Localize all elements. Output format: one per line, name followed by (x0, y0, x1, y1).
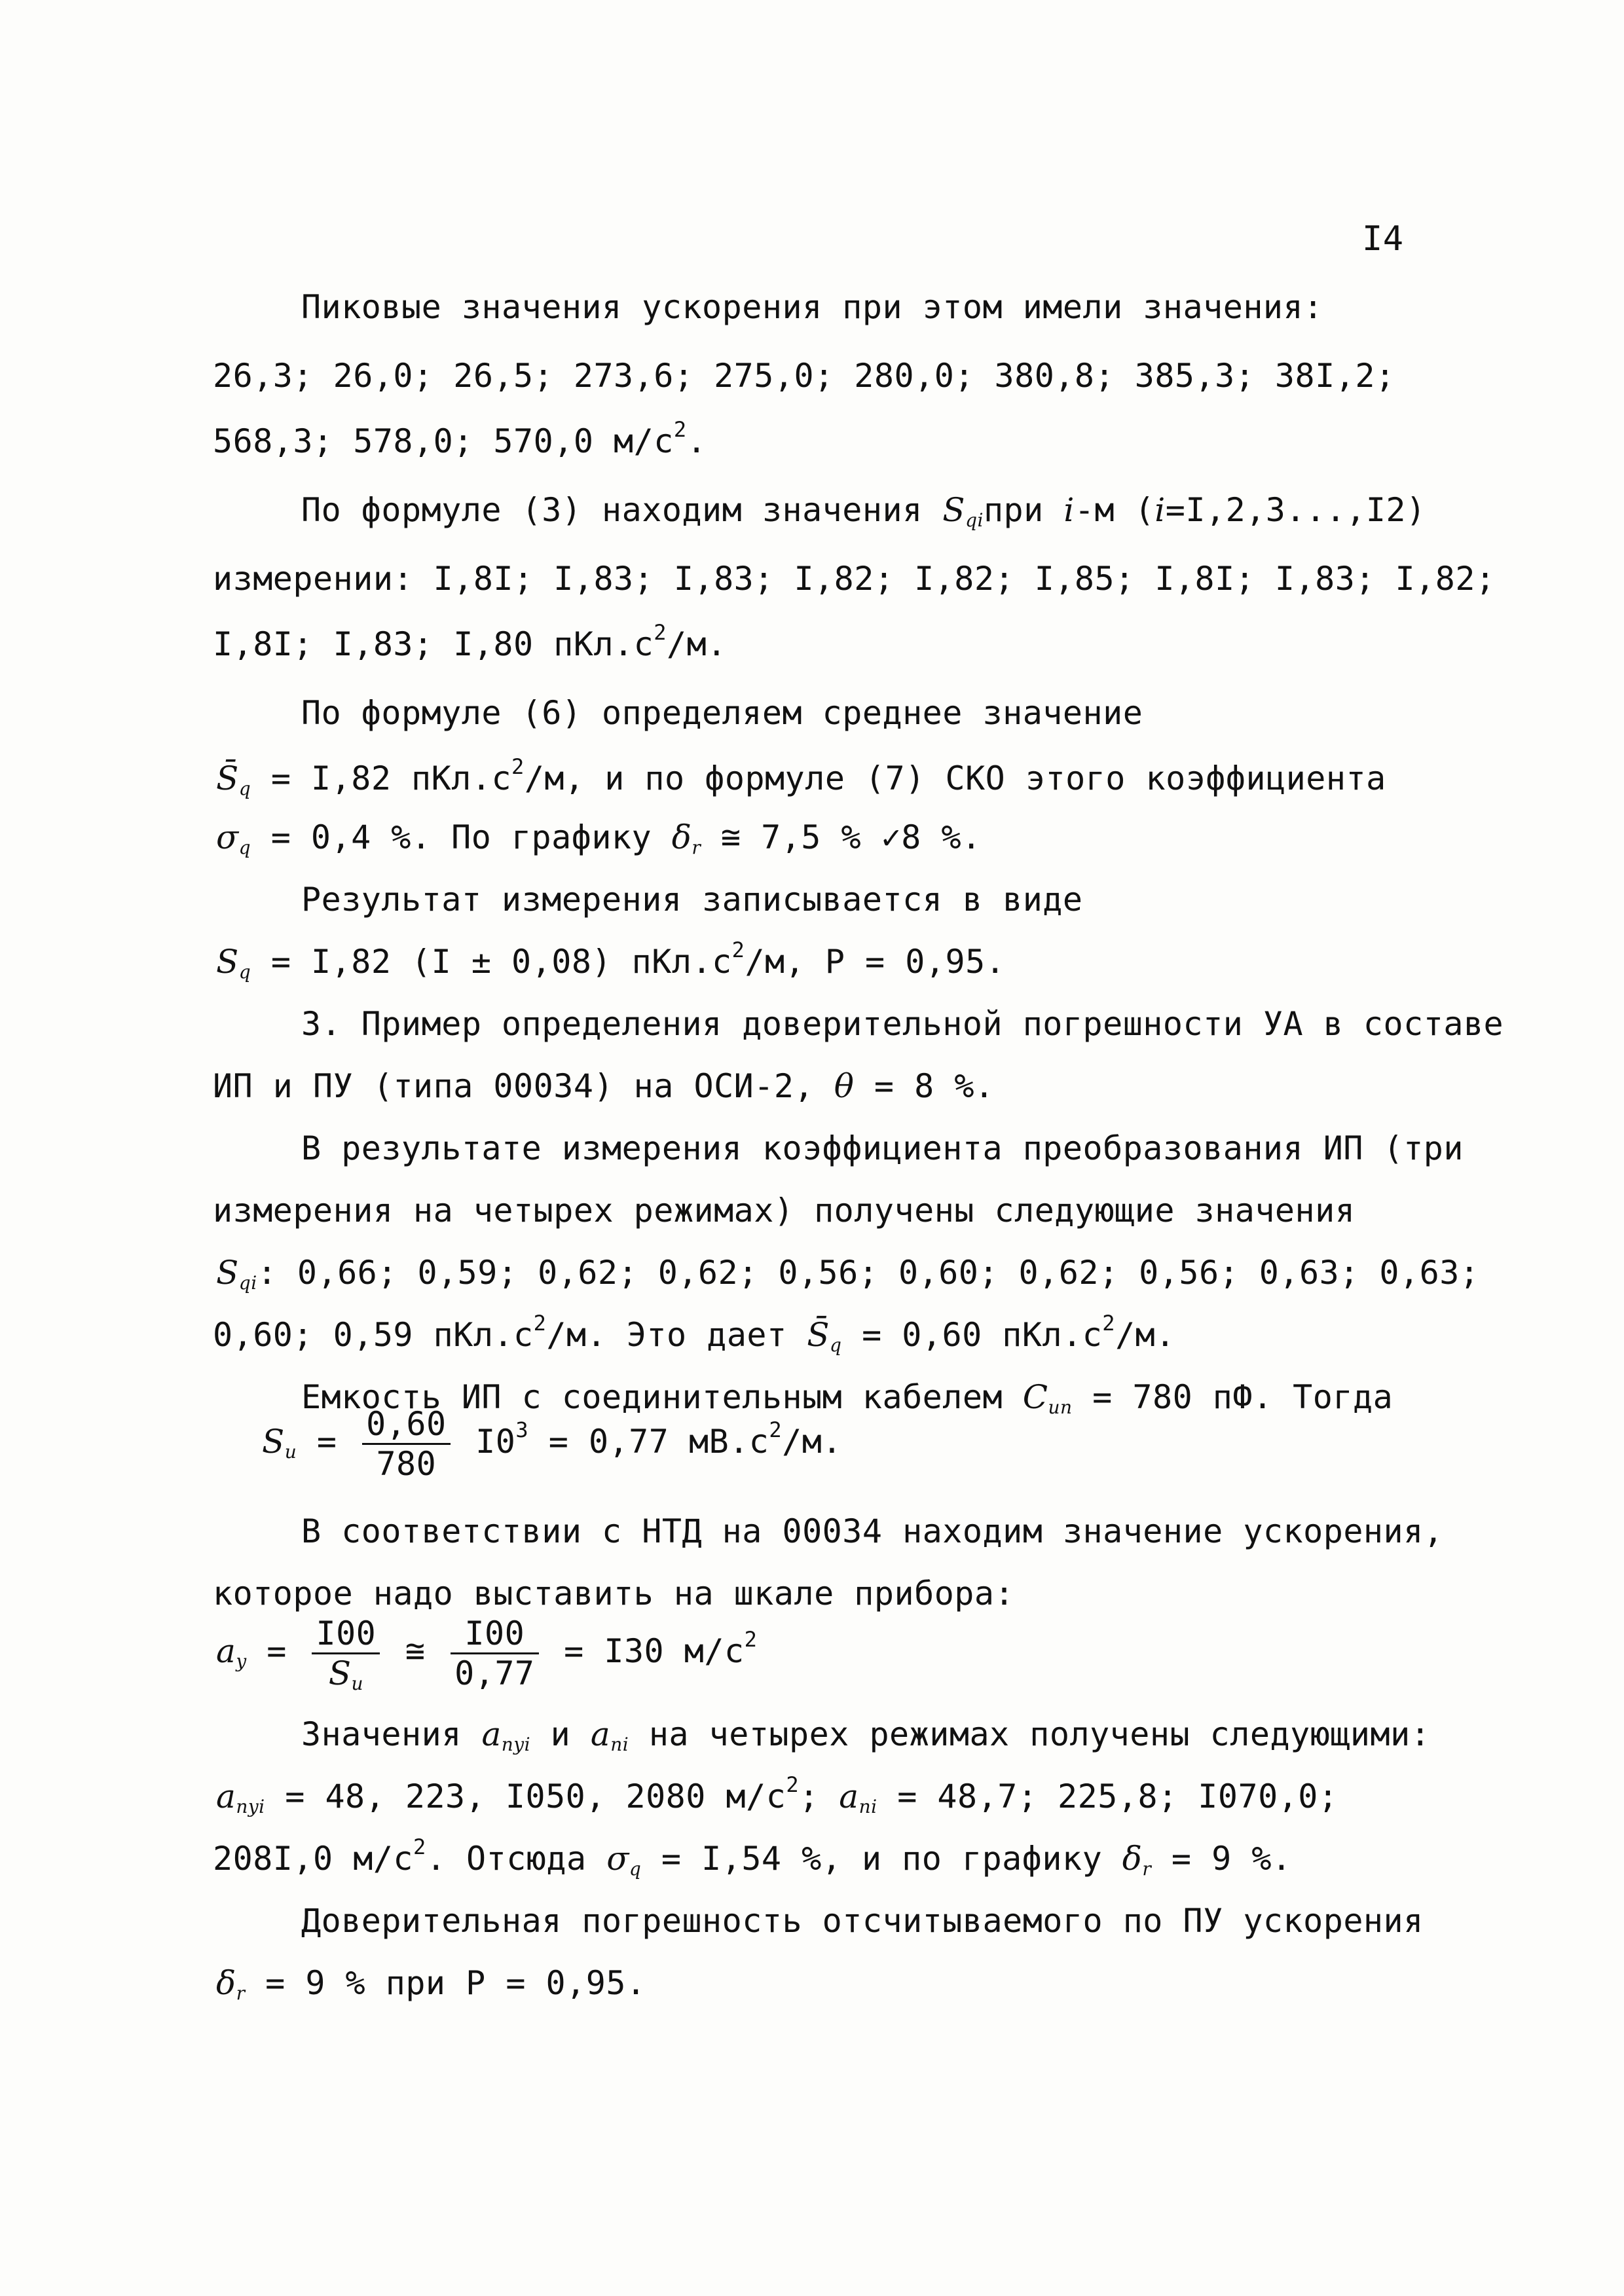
text: и (550, 1715, 591, 1753)
denominator (312, 1654, 380, 1694)
text: /м. (1115, 1316, 1175, 1354)
symbol-s-bar: S̄ (807, 1316, 830, 1354)
text: Доверительная погрешность отсчитываемого по ПУ ускорения (301, 1902, 1424, 1940)
text: на четырех режимах получены следующими: (648, 1715, 1431, 1753)
subscript: y (236, 1650, 247, 1672)
page-number: I4 (1362, 219, 1404, 259)
text: Результат измерения записывается в виде (301, 881, 1083, 919)
fraction (362, 1405, 450, 1483)
exponent: 2 (533, 1311, 547, 1336)
subscript: ni (610, 1734, 629, 1755)
text: Пиковые значения ускорения при этом имели значения: (301, 288, 1323, 326)
text: =I,2,3...,I2) (1165, 491, 1426, 529)
subscript: и (284, 1441, 297, 1463)
text: 568,3; 578,0; 570,0 м/с (213, 422, 674, 460)
subscript: qi (238, 1272, 257, 1294)
text: измерения на четырех режимах) получены следующие значения (213, 1192, 1356, 1230)
exponent: 2 (511, 754, 525, 779)
text: ≅ (405, 1632, 446, 1670)
text-line (213, 1192, 1355, 1230)
text-line (213, 560, 1496, 598)
denominator: 0,77 (454, 1654, 535, 1692)
text: ≅ 7,5 % (720, 818, 862, 856)
text: 0,60; 0,59 пКл.с (213, 1316, 534, 1354)
formula-line (216, 1614, 758, 1694)
text: = 8 %. (874, 1067, 995, 1105)
text-line (213, 357, 1395, 395)
symbol-s: S (216, 1254, 239, 1292)
symbol-a: a (590, 1715, 611, 1753)
exponent: 2 (769, 1417, 783, 1442)
denominator: 780 (376, 1445, 437, 1483)
symbol-s: S (328, 1654, 352, 1692)
symbol-i: i (1063, 491, 1075, 529)
text: = 48, 223, I050, 2080 м/с (285, 1777, 786, 1815)
numerator: I00 (451, 1617, 538, 1654)
subscript: qi (965, 509, 984, 531)
text-line (301, 694, 1143, 732)
subscript: q (238, 961, 251, 983)
text: Емкость ИП с соединительным кабелем (301, 1378, 1003, 1416)
text: ; (799, 1777, 840, 1815)
symbol-s: S (216, 943, 239, 981)
text: = 0,60 пКл.с (862, 1316, 1103, 1354)
subscript: ni (858, 1796, 877, 1817)
text: . (686, 422, 707, 460)
symbol-a: a (481, 1715, 502, 1753)
subscript: r (1142, 1858, 1152, 1880)
text: при (983, 491, 1044, 529)
fraction (451, 1614, 538, 1692)
text: I,8I; I,83; I,80 пКл.с (213, 625, 654, 663)
numerator: 0,60 (362, 1408, 450, 1445)
numerator: I00 (312, 1617, 380, 1654)
checkmark-icon: ✓ (881, 818, 902, 856)
subscript: nyi (236, 1796, 265, 1817)
text-line (213, 620, 727, 663)
text: Значения (301, 1715, 462, 1753)
text-line (216, 818, 982, 856)
text: = (267, 1632, 307, 1670)
text-line (301, 288, 1323, 326)
text-line (213, 1311, 1175, 1356)
text: I0 (475, 1423, 516, 1461)
text: измерении: I,8I; I,83; I,83; I,82; I,82; I,85; I,8I; I,83; I,82; (213, 560, 1496, 598)
text: = 780 пФ. Тогда (1092, 1378, 1393, 1416)
symbol-delta: δ (216, 1964, 236, 2002)
text-line (301, 1902, 1424, 1940)
text-line (301, 1512, 1443, 1550)
text-line (213, 417, 707, 460)
symbol-sigma: σ (606, 1840, 629, 1878)
text: = I,54 %, и по графику (661, 1840, 1103, 1878)
text: = 48,7; 225,8; I070,0; (897, 1777, 1338, 1815)
text: : 0,66; 0,59; 0,62; 0,62; 0,56; 0,60; 0,62; 0,56; 0,63; 0,63; (257, 1254, 1480, 1292)
symbol-s-bar: S̄ (216, 759, 239, 797)
symbol-c: C (1022, 1378, 1048, 1416)
symbol-i: i (1154, 491, 1166, 529)
text-line (216, 754, 1386, 799)
exponent: 2 (731, 938, 745, 962)
text: /м. (782, 1423, 842, 1461)
text: = 0,4 %. По графику (270, 818, 652, 856)
text: = 0,77 мВ.с (548, 1423, 769, 1461)
text-line (301, 1129, 1464, 1167)
text: -м ( (1074, 491, 1155, 529)
text: По формуле (3) находим значения (301, 491, 923, 529)
text: = 9 %. (1171, 1840, 1292, 1878)
symbol-sigma: σ (216, 818, 239, 856)
text: /м, Р = 0,95. (745, 943, 1006, 981)
text-line (213, 1067, 995, 1105)
text-line (301, 491, 1426, 529)
symbol-a: a (216, 1632, 236, 1670)
exponent: 3 (515, 1417, 529, 1442)
subscript: r (236, 1982, 246, 2004)
text: 208I,0 м/с (213, 1840, 414, 1878)
symbol-a: a (216, 1777, 236, 1815)
exponent: 2 (654, 620, 667, 645)
exponent: 2 (786, 1772, 800, 1797)
symbol-s: S (262, 1423, 285, 1461)
text: ИП и ПУ (типа 00034) на ОСИ-2, (213, 1067, 815, 1105)
subscript: q (238, 778, 251, 799)
symbol-delta: δ (671, 818, 692, 856)
text: 26,3; 26,0; 26,5; 273,6; 275,0; 280,0; 380,8; 385,3; 38I,2; (213, 357, 1395, 395)
subscript: ип (1048, 1396, 1073, 1418)
text: = (316, 1423, 358, 1461)
subscript: и (351, 1673, 364, 1694)
text-line (216, 1964, 646, 2002)
text: /м. Это дает (546, 1316, 787, 1354)
symbol-delta: δ (1122, 1840, 1143, 1878)
text-line (301, 881, 1083, 919)
text: /м, и по формуле (7) СКО этого коэффициента (524, 759, 1386, 797)
text: которое надо выставить на шкале прибора: (213, 1575, 1015, 1613)
text-line (213, 1834, 1292, 1880)
symbol-a: a (839, 1777, 859, 1815)
symbol-s: S (942, 491, 966, 529)
text-line (301, 1715, 1430, 1753)
text: 3. Пример определения доверительной погрешности УА в составе (301, 1005, 1504, 1043)
symbol-theta: θ (834, 1067, 855, 1105)
subscript: q (238, 837, 251, 858)
text-line (216, 1772, 1338, 1817)
text: В соответствии с НТД на 00034 находим значение ускорения, (301, 1512, 1444, 1550)
text-line (213, 1575, 1014, 1613)
text: = I,82 (I ± 0,08) пКл.с (270, 943, 732, 981)
subscript: q (830, 1334, 842, 1356)
text: /м. (667, 625, 727, 663)
text: = 9 % при Р = 0,95. (265, 1964, 646, 2002)
subscript: q (629, 1858, 642, 1880)
text: = I,82 пКл.с (270, 759, 512, 797)
exponent: 2 (673, 417, 687, 442)
exponent: 2 (744, 1627, 758, 1652)
fraction (312, 1614, 380, 1694)
text: 8 %. (901, 818, 982, 856)
text-line (216, 938, 1006, 983)
exponent: 2 (1102, 1311, 1116, 1336)
formula-line (262, 1405, 842, 1483)
text-line (216, 1254, 1479, 1292)
text-line (301, 1005, 1504, 1043)
subscript: r (692, 837, 701, 858)
text: В результате измерения коэффициента преобразования ИП (три (301, 1129, 1464, 1167)
subscript: nyi (501, 1734, 531, 1755)
text: = I30 м/с (564, 1632, 745, 1670)
text: По формуле (6) определяем среднее значение (301, 694, 1143, 732)
exponent: 2 (413, 1834, 426, 1859)
text: . Отсюда (426, 1840, 587, 1878)
